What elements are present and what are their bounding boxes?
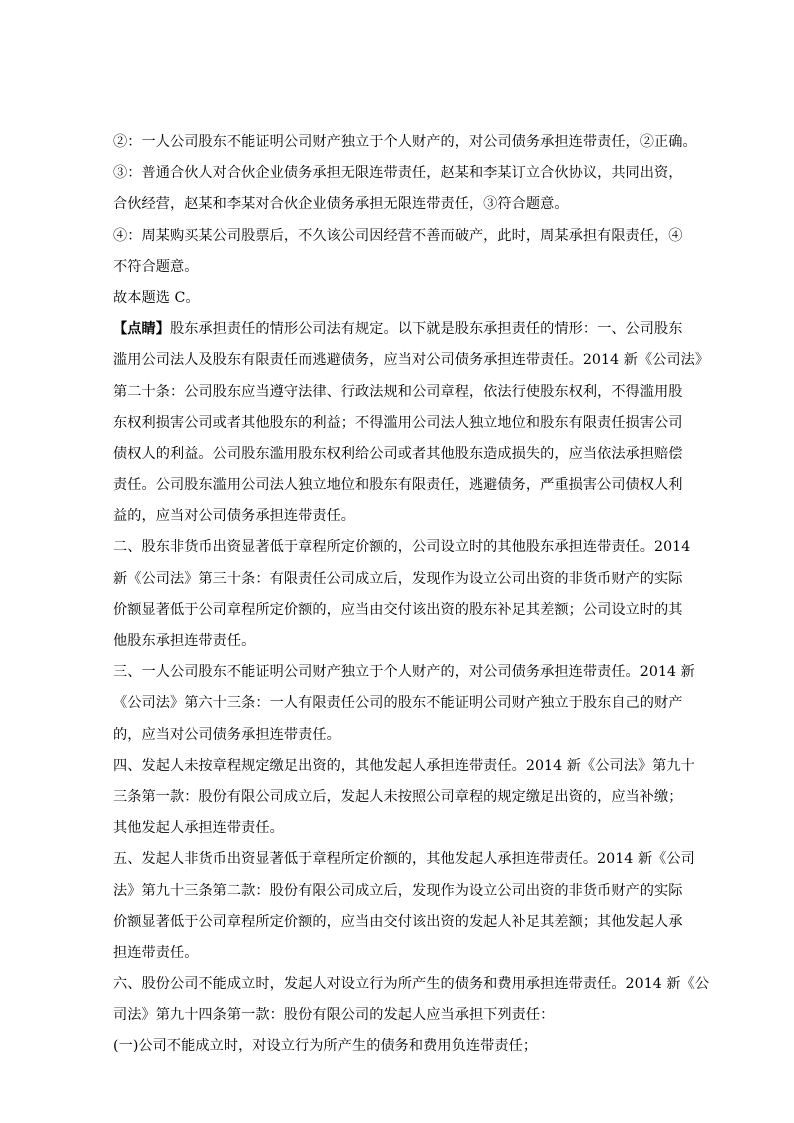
text-line: 益的，应当对公司债务承担连带责任。: [113, 508, 356, 525]
text-line: 合伙经营，赵某和李某对合伙企业债务承担无限连带责任，③符合题意。: [113, 196, 569, 213]
dianjing-line: [113, 314, 688, 345]
text-line: 他股东承担连带责任。: [113, 633, 256, 649]
text-line: ②：一人公司股东不能证明公司财产独立于个人财产的，对公司债务承担连带责任，②正确。: [113, 134, 697, 150]
text-line: 故本题选 C。: [113, 289, 200, 306]
text-line: 的，应当对公司债务承担连带责任。: [113, 726, 341, 743]
text-line: 担连带责任。: [113, 944, 199, 961]
text-line: 司法》第九十四条第一款：股份有限公司的发起人应当承担下列责任：: [113, 1007, 555, 1024]
text-line: 三、一人公司股东不能证明公司财产独立于个人财产的，对公司债务承担连带责任。2014 新: [113, 664, 695, 681]
text-line: ④：周某购买某公司股票后，不久该公司因经营不善而破产，此时，周某承担有限责任，④: [113, 227, 683, 244]
text-line: 六、股份公司不能成立时，发起人对设立行为所产生的债务和费用承担连带责任。2014 新《公: [113, 976, 710, 993]
text-line: 责任。公司股东滥用公司法人独立地位和股东有限责任，逃避债务，严重损害公司债权人利: [113, 477, 683, 494]
text-line: ③：普通合伙人对合伙企业债务承担无限连带责任，赵某和李某订立合伙协议，共同出资，: [113, 165, 683, 182]
text-line: 《公司法》第六十三条：一人有限责任公司的股东不能证明公司财产独立于股东自己的财产: [113, 695, 683, 712]
text-line: 三条第一款：股份有限公司成立后，发起人未按照公司章程的规定缴足出资的，应当补缴；: [113, 788, 683, 805]
text-line: 不符合题意。: [113, 258, 199, 275]
text-line: 新《公司法》第三十条：有限责任公司成立后，发现作为设立公司出资的非货币财产的实际: [113, 570, 683, 587]
text-line: 价额显著低于公司章程所定价额的，应当由交付该出资的发起人补足其差额；其他发起人承: [113, 913, 683, 930]
text-line: 四、发起人未按章程规定缴足出资的，其他发起人承担连带责任。2014 新《公司法》第九十: [113, 757, 695, 774]
text-line: 滥用公司法人及股东有限责任而逃避债务，应当对公司债务承担连带责任。2014 新《公司法》: [113, 352, 710, 369]
text-line: 二、股东非货币出资显著低于章程所定价额的，公司设立时的其他股东承担连带责任。2014: [113, 539, 691, 556]
text-line: 债权人的利益。公司股东滥用股东权利给公司或者其他股东造成损失的，应当依法承担赔偿: [113, 445, 683, 462]
text-line: (一)公司不能成立时，对设立行为所产生的债务和费用负连带责任；: [113, 1038, 538, 1055]
text-line: 东权利损害公司或者其他股东的利益；不得滥用公司法人独立地位和股东有限责任损害公司: [113, 414, 683, 431]
text-line: 第二十条：公司股东应当遵守法律、行政法规和公司章程，依法行使股东权利，不得滥用股: [113, 383, 683, 400]
document-body: [113, 127, 710, 1063]
text-line: 五、发起人非货币出资显著低于章程所定价额的，其他发起人承担连带责任。2014 新《公司: [113, 851, 695, 868]
dianjing-text: 股东承担责任的情形公司法有规定。以下就是股东承担责任的情形：一、公司股东: [169, 321, 683, 338]
dianjing-label: 【点睛】: [113, 321, 170, 338]
text-line: 法》第九十三条第二款：股份有限公司成立后，发现作为设立公司出资的非货币财产的实际: [113, 882, 683, 899]
text-line: 其他发起人承担连带责任。: [113, 820, 284, 837]
text-line: 价额显著低于公司章程所定价额的，应当由交付该出资的股东补足其差额；公司设立时的其: [113, 601, 683, 618]
